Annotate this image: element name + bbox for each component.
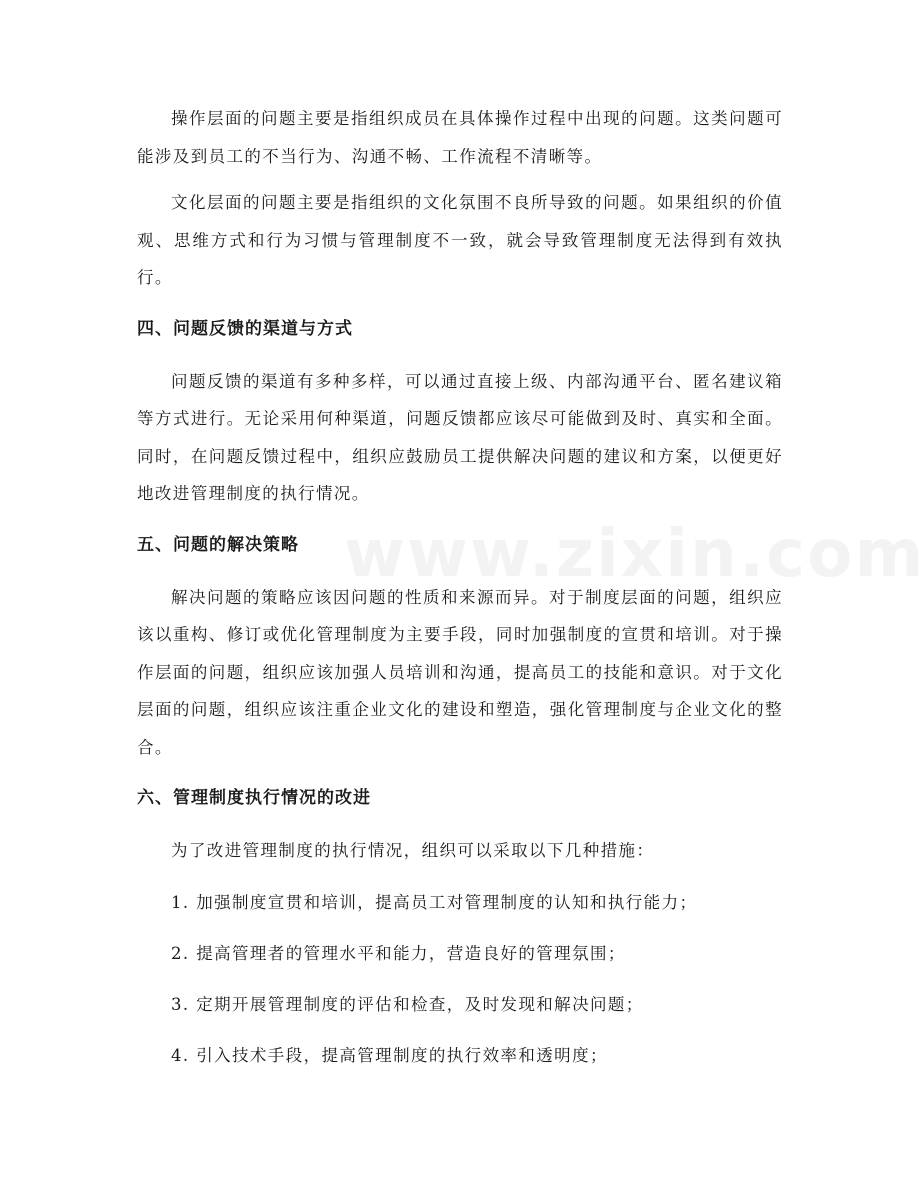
paragraph-solution-strategies: 解决问题的策略应该因问题的性质和来源而异。对于制度层面的问题，组织应该以重构、修订或优化管理制度为主要手段，同时加强制度的宣贯和培训。对于操作层面的问题，组织应该加强人员培训和沟通，提高员工的技能和意识。对于文化层面的问题，组织应该注重企业文化的建设和塑造，强化管理制度与企业文化的整合。 <box>137 587 783 757</box>
list-item: 1. 加强制度宣贯和培训，提高员工对管理制度的认知和执行能力； <box>171 892 698 912</box>
list-item: 4. 引入技术手段，提高管理制度的执行效率和透明度； <box>171 1045 608 1065</box>
paragraph-operational-issues: 操作层面的问题主要是指组织成员在具体操作过程中出现的问题。这类问题可能涉及到员工的不当行为、沟通不畅、工作流程不清晰等。 <box>137 109 783 166</box>
document-content <box>137 100 783 1074</box>
list-item: 3. 定期开展管理制度的评估和检查，及时发现和解决问题； <box>171 994 644 1014</box>
paragraph-cultural-issues: 文化层面的问题主要是指组织的文化氛围不良所导致的问题。如果组织的价值观、思维方式和行为习惯与管理制度不一致，就会导致管理制度无法得到有效执行。 <box>137 193 783 287</box>
section-heading-feedback-channels: 四、问题反馈的渠道与方式 <box>137 318 353 339</box>
paragraph-improvement-intro: 为了改进管理制度的执行情况，组织可以采取以下几种措施： <box>171 841 655 860</box>
list-item: 2. 提高管理者的管理水平和能力，营造良好的管理氛围； <box>171 943 626 963</box>
paragraph-feedback-channels: 问题反馈的渠道有多种多样，可以通过直接上级、内部沟通平台、匿名建议箱等方式进行。无论采用何种渠道，问题反馈都应该尽可能做到及时、真实和全面。同时，在问题反馈过程中，组织应鼓励员工提供解决问题的建议和方案，以便更好地改进管理制度的执行情况。 <box>137 371 783 503</box>
section-heading-improvement: 六、管理制度执行情况的改进 <box>137 788 371 808</box>
section-heading-solution-strategies: 五、问题的解决策略 <box>137 534 299 555</box>
